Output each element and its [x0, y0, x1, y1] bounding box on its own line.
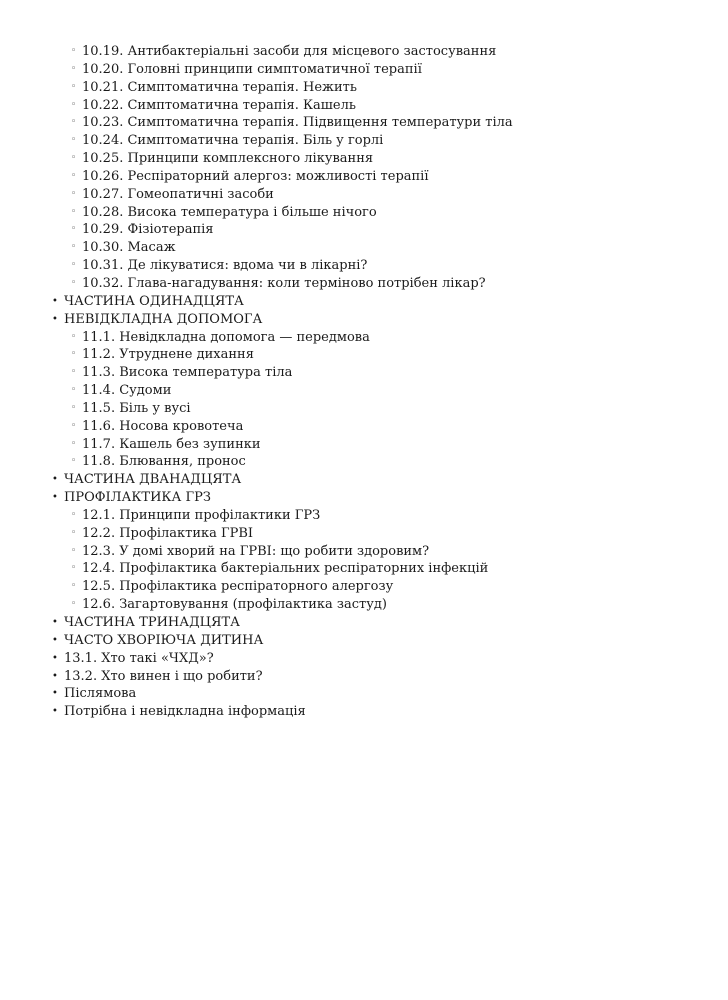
toc-subsection-item[interactable]: [52, 79, 708, 97]
toc-item-label[interactable]: 11.7. Кашель без зупинки: [82, 436, 261, 452]
toc-section-item[interactable]: [52, 685, 708, 703]
toc-item-label[interactable]: ЧАСТИНА ОДИНАДЦЯТА: [64, 293, 244, 309]
bullet-icon: •: [52, 474, 58, 486]
toc-item-label[interactable]: 10.22. Симптоматична терапія. Кашель: [82, 97, 356, 113]
toc-item-label[interactable]: 12.1. Принципи профілактики ГРЗ: [82, 507, 321, 523]
bullet-icon: •: [52, 652, 58, 664]
toc-section-item[interactable]: [52, 614, 708, 632]
bullet-icon: •: [52, 688, 58, 700]
bullet-icon: •: [52, 295, 58, 307]
toc-subsection-item[interactable]: [52, 329, 708, 347]
circle-bullet-icon: ◦: [71, 331, 77, 342]
toc-subsection-item[interactable]: [52, 346, 708, 364]
circle-bullet-icon: ◦: [71, 581, 77, 592]
toc-subsection-item[interactable]: [52, 221, 708, 239]
bullet-icon: •: [52, 617, 58, 628]
toc-item-label[interactable]: ЧАСТИНА ДВАНАДЦЯТА: [64, 472, 242, 488]
toc-section-item[interactable]: [52, 703, 708, 721]
circle-bullet-icon: ◦: [71, 385, 77, 396]
toc-item-label[interactable]: 10.29. Фізіотерапія: [82, 222, 214, 238]
toc-section-item[interactable]: [52, 650, 708, 668]
circle-bullet-icon: ◦: [71, 206, 77, 217]
circle-bullet-icon: ◦: [71, 117, 77, 128]
toc-item-label[interactable]: 10.23. Симптоматична терапія. Підвищення температури тіла: [82, 115, 513, 131]
toc-item-label[interactable]: 10.24. Симптоматична терапія. Біль у горлі: [82, 133, 384, 149]
toc-subsection-item[interactable]: [52, 275, 708, 293]
circle-bullet-icon: ◦: [71, 599, 77, 610]
toc-subsection-item[interactable]: [52, 418, 708, 436]
toc-item-label[interactable]: 12.2. Профілактика ГРВІ: [82, 525, 254, 541]
toc-item-label[interactable]: 10.19. Антибактеріальні засоби для місцевого застосування: [82, 44, 497, 59]
toc-subsection-item[interactable]: [52, 186, 708, 204]
toc-subsection-item[interactable]: [52, 560, 708, 578]
toc-subsection-item[interactable]: [52, 507, 708, 525]
toc-subsection-item[interactable]: [52, 204, 708, 222]
circle-bullet-icon: ◦: [71, 260, 77, 271]
circle-bullet-icon: ◦: [71, 420, 77, 431]
toc-section-item[interactable]: [52, 293, 708, 311]
toc-section-item[interactable]: [52, 668, 708, 686]
circle-bullet-icon: ◦: [71, 545, 77, 556]
toc-section-item[interactable]: [52, 471, 708, 489]
circle-bullet-icon: ◦: [71, 242, 77, 253]
circle-bullet-icon: ◦: [71, 509, 77, 520]
circle-bullet-icon: ◦: [71, 349, 77, 360]
bullet-icon: •: [52, 634, 58, 646]
toc-item-label[interactable]: 10.31. Де лікуватися: вдома чи в лікарні?: [82, 258, 368, 274]
toc-item-label[interactable]: 10.28. Висока температура і більше нічого: [82, 204, 377, 220]
toc-subsection-item[interactable]: [52, 436, 708, 454]
circle-bullet-icon: ◦: [71, 81, 77, 92]
bullet-icon: •: [52, 670, 58, 682]
circle-bullet-icon: ◦: [71, 563, 77, 574]
toc-item-label[interactable]: 12.5. Профілактика респіраторного алергозу: [82, 579, 394, 595]
circle-bullet-icon: ◦: [71, 402, 77, 413]
toc-item-label[interactable]: 11.5. Біль у вусі: [82, 400, 191, 416]
toc-section-item[interactable]: [52, 311, 708, 329]
bullet-icon: •: [52, 492, 58, 504]
toc-item-label[interactable]: 13.1. Хто такі «ЧХД»?: [64, 650, 214, 666]
toc-item-label[interactable]: 11.1. Невідкладна допомога — передмова: [82, 329, 370, 345]
toc-subsection-item[interactable]: [52, 543, 708, 561]
circle-bullet-icon: ◦: [71, 527, 77, 538]
toc-subsection-item[interactable]: [52, 114, 708, 132]
toc-item-label[interactable]: 11.6. Носова кровотеча: [82, 418, 244, 434]
toc-item-label[interactable]: 10.20. Головні принципи симптоматичної терапії: [82, 61, 422, 77]
toc-subsection-item[interactable]: [52, 453, 708, 471]
circle-bullet-icon: ◦: [71, 153, 77, 164]
toc-item-label[interactable]: 12.6. Загартовування (профілактика застуд): [82, 597, 387, 613]
toc-subsection-item[interactable]: [52, 400, 708, 418]
table-of-contents: [52, 43, 708, 721]
toc-item-label[interactable]: 10.26. Респіраторний алергоз: можливості терапії: [82, 168, 429, 184]
toc-item-label[interactable]: 10.30. Масаж: [82, 240, 176, 256]
toc-item-label[interactable]: 11.8. Блювання, пронос: [82, 454, 246, 470]
circle-bullet-icon: ◦: [71, 46, 77, 56]
toc-item-label[interactable]: 10.27. Гомеопатичні засоби: [82, 186, 274, 202]
circle-bullet-icon: ◦: [71, 456, 77, 467]
toc-subsection-item[interactable]: [52, 168, 708, 186]
toc-item-label[interactable]: ЧАСТИНА ТРИНАДЦЯТА: [64, 615, 241, 630]
toc-subsection-item[interactable]: [52, 97, 708, 115]
circle-bullet-icon: ◦: [71, 224, 77, 235]
toc-section-item[interactable]: [52, 489, 708, 507]
toc-item-label[interactable]: 10.21. Симптоматична терапія. Нежить: [82, 79, 357, 95]
circle-bullet-icon: ◦: [71, 99, 77, 110]
toc-section-item[interactable]: [52, 632, 708, 650]
toc-item-label[interactable]: 12.3. У домі хворий на ГРВІ: що робити здоровим?: [82, 543, 430, 559]
toc-subsection-item[interactable]: [52, 382, 708, 400]
toc-subsection-item[interactable]: [52, 525, 708, 543]
toc-subsection-item[interactable]: [52, 43, 708, 61]
toc-item-label[interactable]: 13.2. Хто винен і що робити?: [64, 668, 263, 684]
bullet-icon: •: [52, 706, 58, 718]
circle-bullet-icon: ◦: [71, 63, 77, 74]
toc-subsection-item[interactable]: [52, 150, 708, 168]
circle-bullet-icon: ◦: [71, 135, 77, 146]
circle-bullet-icon: ◦: [71, 170, 77, 181]
toc-item-label[interactable]: 11.2. Утруднене дихання: [82, 347, 254, 363]
toc-item-label[interactable]: 11.3. Висока температура тіла: [82, 365, 293, 381]
toc-subsection-item[interactable]: [52, 596, 708, 614]
circle-bullet-icon: ◦: [71, 367, 77, 378]
circle-bullet-icon: ◦: [71, 438, 77, 449]
toc-subsection-item[interactable]: [52, 61, 708, 79]
toc-subsection-item[interactable]: [52, 132, 708, 150]
toc-subsection-item[interactable]: [52, 257, 708, 275]
toc-item-label[interactable]: ПРОФІЛАКТИКА ГРЗ: [64, 490, 211, 506]
toc-item-label[interactable]: 12.4. Профілактика бактеріальних респіраторних інфекцій: [82, 561, 489, 577]
toc-item-label[interactable]: 11.4. Судоми: [82, 383, 172, 399]
toc-item-label[interactable]: Післямова: [64, 686, 137, 702]
toc-item-label[interactable]: Потрібна і невідкладна інформація: [64, 704, 306, 720]
toc-item-label[interactable]: 10.25. Принципи комплексного лікування: [82, 151, 374, 167]
toc-subsection-item[interactable]: [52, 364, 708, 382]
circle-bullet-icon: ◦: [71, 188, 77, 199]
toc-item-label[interactable]: НЕВІДКЛАДНА ДОПОМОГА: [64, 311, 263, 327]
toc-subsection-item[interactable]: [52, 239, 708, 257]
bullet-icon: •: [52, 313, 58, 325]
toc-subsection-item[interactable]: [52, 578, 708, 596]
toc-item-label[interactable]: ЧАСТО ХВОРІЮЧА ДИТИНА: [64, 632, 264, 648]
circle-bullet-icon: ◦: [71, 277, 77, 288]
toc-item-label[interactable]: 10.32. Глава-нагадування: коли терміново потрібен лікар?: [82, 275, 486, 291]
